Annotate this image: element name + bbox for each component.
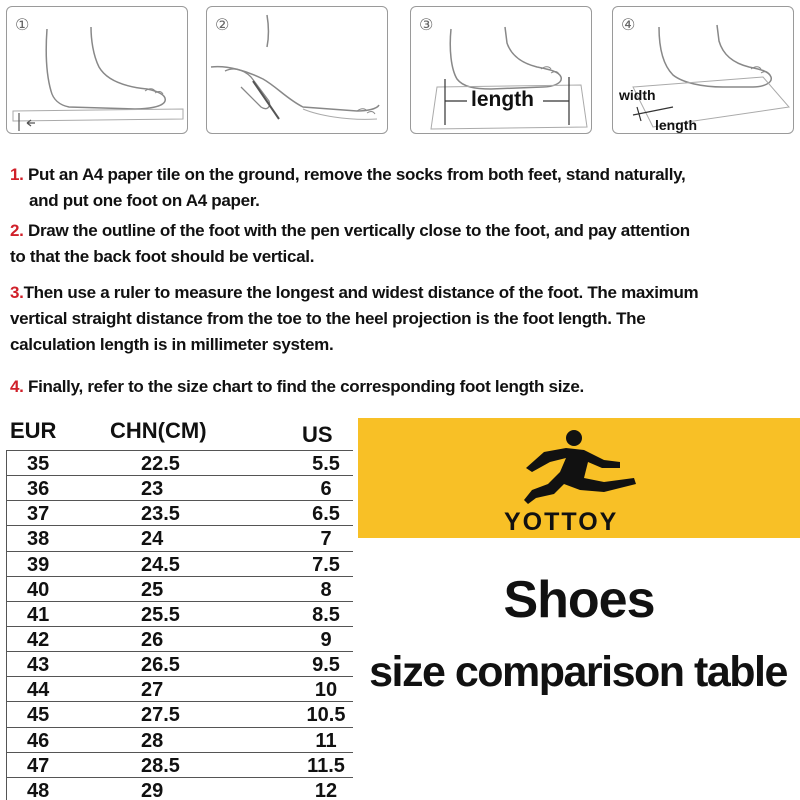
step-number: ② <box>215 15 230 34</box>
chn-cell: 23 <box>141 478 164 501</box>
foot-on-paper-icon <box>7 7 188 134</box>
measure-length-icon <box>411 7 592 134</box>
eur-cell: 36 <box>27 478 50 501</box>
chn-cell: 24 <box>141 528 164 551</box>
title-subtitle: size comparison table <box>369 648 787 696</box>
us-cell: 10 <box>314 679 338 702</box>
instruction-text: to that the back foot should be vertical. <box>10 247 315 266</box>
eur-cell: 41 <box>27 603 50 626</box>
instruction-text: Put an A4 paper tile on the ground, remove the socks from both feet, stand naturally, <box>28 165 686 184</box>
us-cell: 7 <box>320 528 332 551</box>
table-row <box>7 475 353 500</box>
instruction-2 <box>10 218 690 270</box>
instruction-text: and put one foot on A4 paper. <box>29 191 260 210</box>
chn-cell: 23.5 <box>141 503 180 526</box>
instruction-1 <box>10 162 685 214</box>
eur-cell: 38 <box>27 528 50 551</box>
size-table <box>0 418 352 800</box>
table-row <box>7 601 353 626</box>
table-row <box>7 701 353 726</box>
step-number: ① <box>15 15 30 34</box>
length-label: length <box>471 88 534 111</box>
header-chn: CHN(CM) <box>110 418 207 443</box>
us-cell: 6 <box>320 478 332 501</box>
step-number: ③ <box>419 15 434 34</box>
header-eur: EUR <box>10 418 57 443</box>
step-panel-1 <box>6 6 188 134</box>
eur-cell: 47 <box>27 754 50 777</box>
us-cell: 6.5 <box>312 503 340 526</box>
us-cell: 9 <box>320 629 332 651</box>
table-row <box>7 450 353 475</box>
chn-cell: 24.5 <box>141 553 180 576</box>
eur-cell: 45 <box>27 704 50 727</box>
instruction-number: 1. <box>10 165 24 184</box>
drawing-outline-icon <box>207 7 388 134</box>
chn-cell: 25 <box>141 578 164 601</box>
table-row <box>7 626 353 651</box>
step-number: ④ <box>621 15 636 34</box>
chn-cell: 27.5 <box>141 704 180 727</box>
chn-cell: 25.5 <box>141 603 180 626</box>
us-cell: 8.5 <box>312 603 340 626</box>
chn-cell: 29 <box>141 779 164 800</box>
table-row <box>7 676 353 701</box>
step-panel-4 <box>612 6 794 134</box>
instruction-number: 4. <box>10 377 24 396</box>
instruction-number: 2. <box>10 221 24 240</box>
us-cell: 11.5 <box>307 754 345 777</box>
us-cell: 8 <box>320 578 332 601</box>
chn-cell: 28.5 <box>141 754 180 777</box>
table-row <box>7 500 353 525</box>
us-cell: 5.5 <box>312 453 340 475</box>
instruction-text: vertical straight distance from the toe to the heel projection is the foot length. The <box>10 309 646 328</box>
chn-cell: 27 <box>141 679 164 702</box>
table-row <box>7 576 353 601</box>
instruction-text: calculation length is in millimeter system. <box>10 335 334 354</box>
us-cell: 7.5 <box>312 553 340 576</box>
table-row <box>7 727 353 752</box>
eur-cell: 40 <box>27 578 50 601</box>
instruction-number: 3. <box>10 283 24 302</box>
table-row <box>7 651 353 676</box>
eur-cell: 42 <box>27 629 50 651</box>
table-row <box>7 777 353 800</box>
chn-cell: 26 <box>141 629 164 651</box>
eur-cell: 43 <box>27 654 50 677</box>
chn-cell: 28 <box>141 729 164 752</box>
us-cell: 9.5 <box>312 654 340 677</box>
us-cell: 11 <box>315 729 337 752</box>
step-panel-2 <box>206 6 388 134</box>
title-shoes: Shoes <box>503 571 655 629</box>
eur-cell: 48 <box>27 779 50 800</box>
chn-cell: 26.5 <box>141 654 180 677</box>
instruction-4 <box>10 374 584 400</box>
measure-width-icon <box>613 7 794 134</box>
eur-cell: 39 <box>27 553 50 576</box>
table-row <box>7 551 353 576</box>
table-row <box>7 525 353 550</box>
instruction-text: Then use a ruler to measure the longest and widest distance of the foot. The maximum <box>23 283 699 302</box>
header-us: US <box>302 422 333 447</box>
length-label: length <box>655 117 697 133</box>
instruction-text: Draw the outline of the foot with the pen vertically close to the foot, and pay attention <box>28 221 690 240</box>
us-cell: 10.5 <box>306 704 346 727</box>
us-cell: 12 <box>314 779 338 800</box>
chn-cell: 22.5 <box>141 453 180 475</box>
table-row <box>7 752 353 777</box>
eur-cell: 46 <box>27 729 50 752</box>
brand-logo-box <box>358 418 800 538</box>
eur-cell: 44 <box>27 679 50 702</box>
eur-cell: 35 <box>27 453 50 475</box>
instruction-3 <box>10 280 698 358</box>
width-label: width <box>619 87 656 103</box>
step-panel-3 <box>410 6 592 134</box>
eur-cell: 37 <box>27 503 50 526</box>
size-rows <box>6 450 352 800</box>
instruction-text: Finally, refer to the size chart to find the corresponding foot length size. <box>28 377 584 396</box>
brand-name: YOTTOY <box>504 508 619 536</box>
